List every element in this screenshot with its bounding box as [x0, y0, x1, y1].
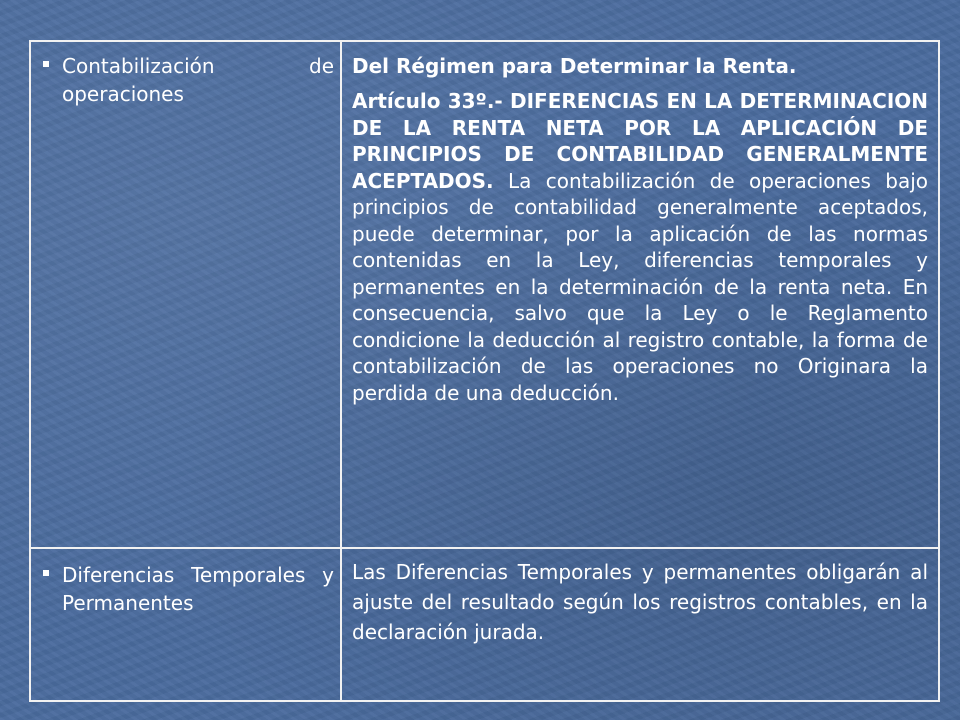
topic-label: Contabilización de operaciones — [62, 54, 334, 106]
article-body: La contabilización de operaciones bajo principios de contabilidad generalmente aceptados, puede determinar, por la aplicación de las normas contenidas en la Ley, diferencias temporales y permanentes en la determinación de la renta neta. En consecuencia, salvo que la Ley o le Reglamento condicione la deducción al registro contable, la forma de contabilización de las operaciones no Originara la perdida de una deducción. — [352, 168, 928, 405]
topic-label: Diferencias Temporales y Permanentes — [62, 563, 334, 615]
square-bullet-icon — [43, 570, 49, 576]
description-cell-contabilizacion — [342, 42, 938, 549]
article-title: Artículo 33º.- DIFERENCIAS EN LA DETERMINACION DE LA RENTA NETA POR LA APLICACIÓN DE PRINCIPIOS DE CONTABILIDAD GENERALMENTE ACEPTADOS. — [352, 89, 928, 193]
topic-cell-diferencias — [31, 549, 342, 700]
description-cell-diferencias — [342, 549, 938, 700]
article-33-paragraph — [352, 88, 928, 406]
regime-heading: Del Régimen para Determinar la Renta. — [352, 54, 797, 78]
square-bullet-icon — [43, 61, 49, 67]
diferencias-paragraph: Las Diferencias Temporales y permanentes obligarán al ajuste del resultado según los registros contables, en la declaración jurada. — [352, 560, 928, 644]
content-table — [29, 40, 940, 702]
topic-cell-contabilizacion — [31, 42, 342, 549]
